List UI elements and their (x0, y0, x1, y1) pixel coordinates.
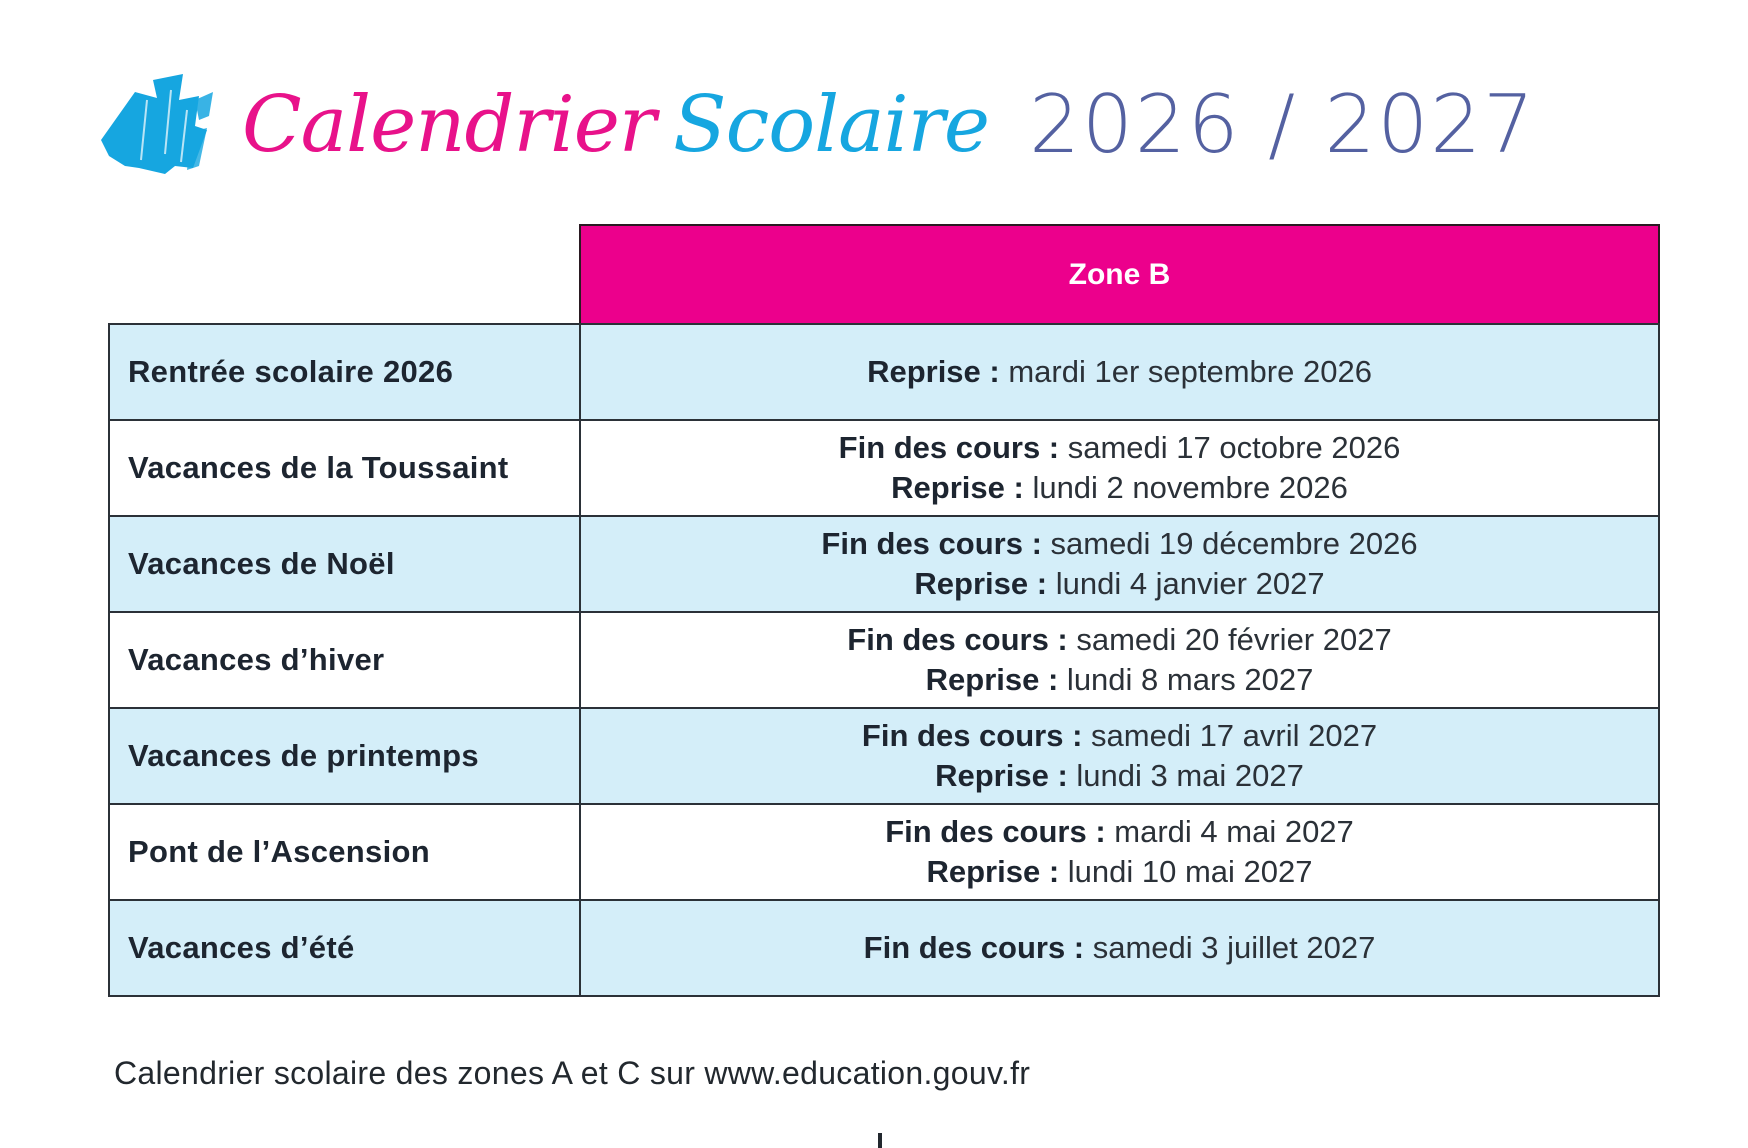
date-key: Reprise : (935, 758, 1068, 793)
date-key: Fin des cours : (861, 718, 1083, 753)
date-key: Reprise : (914, 566, 1048, 601)
calendar-grid (108, 323, 1660, 997)
date-key: Fin des cours : (838, 430, 1060, 465)
table-row (109, 804, 1659, 900)
date-value: samedi 20 février 2027 (1067, 622, 1392, 657)
period-dates (580, 804, 1659, 900)
date-value: lundi 3 mai 2027 (1067, 758, 1304, 793)
date-line (581, 756, 1658, 796)
table-row (109, 516, 1659, 612)
footer-note: Calendrier scolaire des zones A et C sur www.education.gouv.fr (114, 1055, 1031, 1091)
period-label: Vacances de printemps (109, 708, 580, 804)
date-key: Fin des cours : (863, 930, 1085, 965)
period-dates (580, 420, 1659, 516)
date-key: Reprise : (925, 662, 1059, 697)
period-dates (580, 324, 1659, 420)
school-calendar-table (108, 224, 1660, 997)
date-value: samedi 17 octobre 2026 (1059, 430, 1401, 465)
date-value: lundi 8 mars 2027 (1058, 662, 1314, 697)
table-row (109, 612, 1659, 708)
date-line (581, 524, 1658, 564)
date-line (581, 620, 1658, 660)
date-line (581, 716, 1658, 756)
date-line (581, 812, 1658, 852)
title-word-scolaire: Scolaire (673, 80, 990, 170)
date-key: Fin des cours : (821, 526, 1042, 561)
zone-header (579, 224, 1660, 323)
date-value: lundi 2 novembre 2026 (1023, 470, 1348, 505)
date-value: samedi 3 juillet 2027 (1084, 930, 1376, 965)
page-tick-mark (878, 1133, 882, 1148)
date-line (581, 564, 1658, 604)
title-year-range: 2026 / 2027 (1029, 78, 1537, 171)
period-dates (580, 612, 1659, 708)
date-value: samedi 19 décembre 2026 (1041, 526, 1418, 561)
table-row (109, 900, 1659, 996)
period-label: Pont de l’Ascension (109, 804, 580, 900)
period-label: Vacances d’hiver (109, 612, 580, 708)
date-value: samedi 17 avril 2027 (1082, 718, 1378, 753)
date-key: Reprise : (891, 470, 1024, 505)
date-key: Reprise : (926, 854, 1060, 889)
date-line (581, 852, 1658, 892)
period-label: Rentrée scolaire 2026 (109, 324, 580, 420)
table-row (109, 708, 1659, 804)
brush-stroke-icon (95, 70, 220, 180)
table-row (109, 420, 1659, 516)
table-row (109, 324, 1659, 420)
period-dates (580, 516, 1659, 612)
page-header (95, 60, 1595, 190)
period-label: Vacances de la Toussaint (109, 420, 580, 516)
date-line (581, 660, 1658, 700)
date-line (581, 428, 1658, 468)
date-key: Fin des cours : (885, 814, 1106, 849)
date-line (581, 468, 1658, 508)
zone-header-label: Zone B (1068, 257, 1171, 291)
date-line (581, 352, 1658, 392)
period-dates (580, 900, 1659, 996)
period-label: Vacances de Noël (109, 516, 580, 612)
date-key: Reprise : (867, 354, 1000, 389)
date-value: mardi 1er septembre 2026 (999, 354, 1372, 389)
date-value: mardi 4 mai 2027 (1105, 814, 1354, 849)
date-value: lundi 4 janvier 2027 (1047, 566, 1325, 601)
date-key: Fin des cours : (847, 622, 1068, 657)
period-label: Vacances d’été (109, 900, 580, 996)
date-value: lundi 10 mai 2027 (1059, 854, 1313, 889)
title-word-calendrier: Calendrier (242, 80, 656, 170)
date-line (581, 928, 1658, 968)
period-dates (580, 708, 1659, 804)
